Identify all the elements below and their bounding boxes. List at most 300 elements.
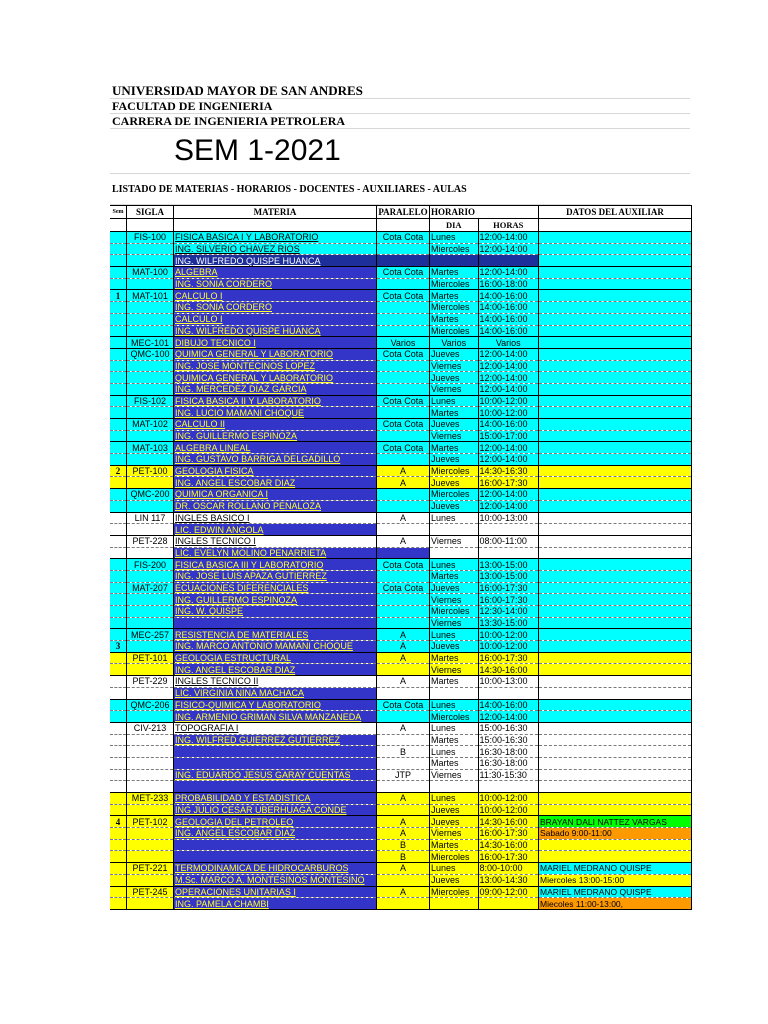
semester-cell bbox=[110, 839, 127, 851]
table-row bbox=[110, 360, 692, 372]
semester-cell bbox=[110, 570, 127, 582]
dia-cell: Martes bbox=[430, 290, 479, 302]
materia-cell: ING. GUILLERMO ESPINOZA bbox=[174, 430, 377, 442]
dia-cell: Jueves bbox=[430, 372, 479, 384]
horas-cell: 12:00-14:00 bbox=[478, 348, 539, 360]
table-row bbox=[110, 535, 692, 547]
horas-cell: 16:00-18:00 bbox=[478, 278, 539, 290]
table-row bbox=[110, 547, 692, 559]
materia-cell: LIC. EVELYN MOLINO PENARRIETA bbox=[174, 547, 377, 559]
horas-cell: 15:00-16:30 bbox=[478, 722, 539, 734]
dia-cell: Lunes bbox=[430, 629, 479, 641]
horas-cell: 16:30-18:00 bbox=[478, 757, 539, 769]
paralelo-cell bbox=[377, 489, 430, 501]
sigla-cell: PET-102 bbox=[127, 816, 174, 828]
materia-cell bbox=[174, 757, 377, 769]
column-header-row bbox=[110, 206, 692, 219]
col-horas: HORAS bbox=[478, 219, 539, 232]
sigla-cell bbox=[127, 757, 174, 769]
sigla-cell bbox=[127, 664, 174, 676]
sigla-cell bbox=[127, 734, 174, 746]
auxiliar-cell bbox=[539, 641, 692, 653]
paralelo-cell bbox=[377, 687, 430, 699]
materia-cell: QUIMICA ORGANICA I bbox=[174, 489, 377, 501]
auxiliar-cell bbox=[539, 454, 692, 466]
semester-cell: 3 bbox=[110, 641, 127, 653]
horas-cell: 16:00-17:30 bbox=[478, 652, 539, 664]
materia-cell: CALCULO II bbox=[174, 419, 377, 431]
materia-cell: ING. ARMENIO GRIMAN SILVA MANZANEDA bbox=[174, 711, 377, 723]
table-row bbox=[110, 383, 692, 395]
horas-cell: 12:00-14:00 bbox=[478, 360, 539, 372]
university-row bbox=[110, 84, 690, 99]
materia-cell: LIC. VIRGINIA NINA MACHACA bbox=[174, 687, 377, 699]
dia-cell: Viernes bbox=[430, 617, 479, 629]
table-row bbox=[110, 302, 692, 314]
sigla-cell: FIS-200 bbox=[127, 559, 174, 571]
materia-cell: ING. JOSE LUIS APAZA GUTIERREZ bbox=[174, 570, 377, 582]
semester-cell bbox=[110, 676, 127, 688]
semester-cell bbox=[110, 874, 127, 886]
dia-cell: Viernes bbox=[430, 535, 479, 547]
horas-cell: 10:00-13:00 bbox=[478, 676, 539, 688]
auxiliar-cell bbox=[539, 793, 692, 805]
table-row bbox=[110, 430, 692, 442]
dia-cell: Martes bbox=[430, 676, 479, 688]
auxiliar-cell bbox=[539, 606, 692, 618]
sigla-cell bbox=[127, 687, 174, 699]
auxiliar-cell bbox=[539, 360, 692, 372]
materia-cell: RESISTENCIA DE MATERIALES bbox=[174, 629, 377, 641]
table-row bbox=[110, 419, 692, 431]
dia-cell bbox=[430, 524, 479, 536]
materia-cell: FISICA BASICA I Y LABORATORIO bbox=[174, 232, 377, 244]
table-row bbox=[110, 570, 692, 582]
horas-cell bbox=[478, 687, 539, 699]
dia-cell: Lunes bbox=[430, 395, 479, 407]
horas-cell: 14:00-16:00 bbox=[478, 325, 539, 337]
paralelo-cell bbox=[377, 874, 430, 886]
sigla-cell bbox=[127, 547, 174, 559]
semester-cell bbox=[110, 711, 127, 723]
faculty-row bbox=[110, 99, 690, 114]
table-row bbox=[110, 652, 692, 664]
semester-cell bbox=[110, 278, 127, 290]
materia-cell: ING. SONIA CORDERO bbox=[174, 278, 377, 290]
horas-cell: 10:00-12:00 bbox=[478, 395, 539, 407]
sigla-cell bbox=[127, 769, 174, 781]
paralelo-cell bbox=[377, 804, 430, 816]
horas-cell: 14:00-16:00 bbox=[478, 313, 539, 325]
dia-cell: Jueves bbox=[430, 641, 479, 653]
auxiliar-cell bbox=[539, 547, 692, 559]
horas-cell: 12:00-14:00 bbox=[478, 500, 539, 512]
auxiliar-cell: Miecoles 11:00-13:00, bbox=[539, 898, 692, 910]
table-row bbox=[110, 851, 692, 863]
sigla-cell bbox=[127, 407, 174, 419]
table-row bbox=[110, 337, 692, 349]
paralelo-cell: Cota Cota bbox=[377, 267, 430, 279]
table-row bbox=[110, 582, 692, 594]
dia-cell: Jueves bbox=[430, 804, 479, 816]
schedule-body bbox=[110, 232, 692, 910]
table-row bbox=[110, 348, 692, 360]
horas-cell: 09:00-12:00 bbox=[478, 886, 539, 898]
horas-cell bbox=[478, 898, 539, 910]
auxiliar-cell bbox=[539, 232, 692, 244]
table-row bbox=[110, 325, 692, 337]
paralelo-cell: A bbox=[377, 828, 430, 840]
semester-cell bbox=[110, 395, 127, 407]
materia-cell: ALGEBRA bbox=[174, 267, 377, 279]
sigla-cell bbox=[127, 454, 174, 466]
horas-cell: 16:30-18:00 bbox=[478, 746, 539, 758]
listing-title: LISTADO DE MATERIAS - HORARIOS - DOCENTES - AUXILIARES - AULAS bbox=[112, 184, 467, 195]
horas-cell: 14:30-16:00 bbox=[478, 664, 539, 676]
dia-cell: Viernes bbox=[430, 360, 479, 372]
horas-cell: 12:00-14:00 bbox=[478, 454, 539, 466]
dia-cell: Viernes bbox=[430, 828, 479, 840]
paralelo-cell: A bbox=[377, 793, 430, 805]
paralelo-cell: Varios bbox=[377, 337, 430, 349]
dia-cell: Miercoles bbox=[430, 489, 479, 501]
table-row bbox=[110, 757, 692, 769]
auxiliar-cell: MARIEL MEDRANO QUISPE bbox=[539, 863, 692, 875]
semester-cell bbox=[110, 489, 127, 501]
auxiliar-cell bbox=[539, 769, 692, 781]
semester-cell bbox=[110, 699, 127, 711]
paralelo-cell: A bbox=[377, 863, 430, 875]
auxiliar-cell: MARIEL MEDRANO QUISPE bbox=[539, 886, 692, 898]
semester-title: SEM 1-2021 bbox=[174, 134, 341, 167]
auxiliar-cell bbox=[539, 430, 692, 442]
horas-cell: 12:00-14:00 bbox=[478, 243, 539, 255]
semester-cell bbox=[110, 559, 127, 571]
paralelo-cell bbox=[377, 313, 430, 325]
horas-cell: 16:00-17:30 bbox=[478, 594, 539, 606]
table-row bbox=[110, 372, 692, 384]
semester-cell bbox=[110, 442, 127, 454]
paralelo-cell bbox=[377, 547, 430, 559]
horas-cell: 8:00-10:00 bbox=[478, 863, 539, 875]
sigla-cell: PET-101 bbox=[127, 652, 174, 664]
paralelo-cell: A bbox=[377, 886, 430, 898]
horas-cell: 13:00-15:00 bbox=[478, 570, 539, 582]
dia-cell: Martes bbox=[430, 267, 479, 279]
dia-cell: Lunes bbox=[430, 793, 479, 805]
semester-cell bbox=[110, 769, 127, 781]
table-row bbox=[110, 641, 692, 653]
auxiliar-cell bbox=[539, 804, 692, 816]
semester-cell bbox=[110, 828, 127, 840]
horas-cell: 14:00-16:00 bbox=[478, 699, 539, 711]
dia-cell: Miercoles bbox=[430, 325, 479, 337]
paralelo-cell bbox=[377, 383, 430, 395]
semester-cell bbox=[110, 804, 127, 816]
paralelo-cell: A bbox=[377, 652, 430, 664]
table-row bbox=[110, 746, 692, 758]
auxiliar-cell bbox=[539, 325, 692, 337]
semester-cell bbox=[110, 687, 127, 699]
dia-cell: Martes bbox=[430, 570, 479, 582]
semester-cell bbox=[110, 419, 127, 431]
semester-row bbox=[110, 129, 690, 174]
col-materia: MATERIA bbox=[174, 206, 377, 219]
sigla-cell: QMC-200 bbox=[127, 489, 174, 501]
materia-cell: ING. W. QUISPE bbox=[174, 606, 377, 618]
table-row bbox=[110, 465, 692, 477]
auxiliar-cell bbox=[539, 734, 692, 746]
dia-cell: Miercoles bbox=[430, 711, 479, 723]
dia-cell: Lunes bbox=[430, 746, 479, 758]
sigla-cell: MAT-103 bbox=[127, 442, 174, 454]
auxiliar-cell bbox=[539, 372, 692, 384]
auxiliar-cell bbox=[539, 687, 692, 699]
table-row bbox=[110, 313, 692, 325]
auxiliar-cell bbox=[539, 722, 692, 734]
auxiliar-cell bbox=[539, 535, 692, 547]
semester-cell bbox=[110, 383, 127, 395]
horas-cell: 12:00-14:00 bbox=[478, 267, 539, 279]
schedule-table bbox=[110, 205, 692, 910]
dia-cell: Lunes bbox=[430, 863, 479, 875]
semester-cell bbox=[110, 734, 127, 746]
semester-cell bbox=[110, 267, 127, 279]
materia-cell: ING. PAMELA CHAMBI bbox=[174, 898, 377, 910]
table-row bbox=[110, 793, 692, 805]
horas-cell: 14:30-16:30 bbox=[478, 465, 539, 477]
table-row bbox=[110, 863, 692, 875]
paralelo-cell bbox=[377, 606, 430, 618]
dia-cell: Viernes bbox=[430, 769, 479, 781]
sigla-cell: QMC-100 bbox=[127, 348, 174, 360]
auxiliar-cell bbox=[539, 524, 692, 536]
horas-cell: 16:00-17:30 bbox=[478, 851, 539, 863]
auxiliar-cell bbox=[539, 313, 692, 325]
auxiliar-cell bbox=[539, 278, 692, 290]
auxiliar-cell bbox=[539, 442, 692, 454]
semester-cell bbox=[110, 722, 127, 734]
semester-cell bbox=[110, 547, 127, 559]
table-row bbox=[110, 524, 692, 536]
paralelo-cell: A bbox=[377, 535, 430, 547]
paralelo-cell bbox=[377, 325, 430, 337]
dia-cell: Lunes bbox=[430, 232, 479, 244]
semester-cell: 1 bbox=[110, 290, 127, 302]
sigla-cell bbox=[127, 839, 174, 851]
dia-cell: Jueves bbox=[430, 874, 479, 886]
materia-cell bbox=[174, 851, 377, 863]
horas-cell: 16:00-17:30 bbox=[478, 828, 539, 840]
paralelo-cell: Cota Cota bbox=[377, 395, 430, 407]
table-row bbox=[110, 290, 692, 302]
table-row bbox=[110, 617, 692, 629]
auxiliar-cell bbox=[539, 711, 692, 723]
paralelo-cell bbox=[377, 430, 430, 442]
paralelo-cell bbox=[377, 664, 430, 676]
horas-cell: 12:00-14:00 bbox=[478, 711, 539, 723]
materia-cell: FISICO-QUIMICA Y LABORATORIO bbox=[174, 699, 377, 711]
auxiliar-cell bbox=[539, 570, 692, 582]
paralelo-cell: B bbox=[377, 839, 430, 851]
auxiliar-cell bbox=[539, 302, 692, 314]
dia-cell bbox=[430, 547, 479, 559]
auxiliar-cell bbox=[539, 500, 692, 512]
dia-cell: Viernes bbox=[430, 383, 479, 395]
paralelo-cell bbox=[377, 278, 430, 290]
horas-cell: 12:00-14:00 bbox=[478, 372, 539, 384]
table-row bbox=[110, 442, 692, 454]
auxiliar-cell bbox=[539, 839, 692, 851]
paralelo-cell: Cota Cota bbox=[377, 290, 430, 302]
horas-cell bbox=[478, 547, 539, 559]
auxiliar-cell bbox=[539, 629, 692, 641]
horas-cell: 16:00-17:30 bbox=[478, 582, 539, 594]
career-row bbox=[110, 114, 690, 129]
horas-cell: 10:00-12:00 bbox=[478, 641, 539, 653]
auxiliar-cell bbox=[539, 582, 692, 594]
dia-cell: Miercoles bbox=[430, 243, 479, 255]
paralelo-cell: Cota Cota bbox=[377, 442, 430, 454]
horas-cell: 12:00-14:00 bbox=[478, 232, 539, 244]
dia-cell: Miercoles bbox=[430, 886, 479, 898]
materia-cell: TERMODINAMICA DE HIDROCARBUROS bbox=[174, 863, 377, 875]
auxiliar-cell: BRAYAN DALI NATTEZ VARGAS bbox=[539, 816, 692, 828]
materia-cell: FISICA BASICA II Y LABORATORIO bbox=[174, 395, 377, 407]
dia-cell: Jueves bbox=[430, 582, 479, 594]
auxiliar-cell bbox=[539, 348, 692, 360]
paralelo-cell: A bbox=[377, 629, 430, 641]
materia-cell: DR. OSCAR ROLLANO PENALOZA bbox=[174, 500, 377, 512]
horas-cell: 12:00-14:00 bbox=[478, 442, 539, 454]
col-sem: Sem bbox=[110, 206, 127, 219]
sigla-cell: FIS-102 bbox=[127, 395, 174, 407]
column-subheader-row bbox=[110, 219, 692, 232]
sigla-cell: PET-100 bbox=[127, 465, 174, 477]
semester-cell bbox=[110, 255, 127, 267]
paralelo-cell: A bbox=[377, 816, 430, 828]
dia-cell: Miercoles bbox=[430, 278, 479, 290]
materia-cell: TOPOGRAFIA I bbox=[174, 722, 377, 734]
sigla-cell: PET-245 bbox=[127, 886, 174, 898]
semester-cell bbox=[110, 629, 127, 641]
dia-cell: Jueves bbox=[430, 816, 479, 828]
dia-cell: Miercoles bbox=[430, 465, 479, 477]
table-row bbox=[110, 898, 692, 910]
sigla-cell: PET-221 bbox=[127, 863, 174, 875]
sigla-cell bbox=[127, 594, 174, 606]
auxiliar-cell bbox=[539, 255, 692, 267]
semester-cell bbox=[110, 582, 127, 594]
horas-cell: 14:30-16:00 bbox=[478, 816, 539, 828]
university-name: UNIVERSIDAD MAYOR DE SAN ANDRES bbox=[112, 83, 363, 98]
auxiliar-cell bbox=[539, 243, 692, 255]
materia-cell: GEOLOGIA DEL PETROLEO bbox=[174, 816, 377, 828]
horas-cell: 14:30-16:00 bbox=[478, 839, 539, 851]
paralelo-cell bbox=[377, 898, 430, 910]
auxiliar-cell bbox=[539, 781, 692, 793]
paralelo-cell: A bbox=[377, 512, 430, 524]
semester-cell bbox=[110, 898, 127, 910]
horas-cell: 15:00-17:00 bbox=[478, 430, 539, 442]
materia-cell: DIBUJO TECNICO I bbox=[174, 337, 377, 349]
auxiliar-cell: Miercoles 13:00-15:00 bbox=[539, 874, 692, 886]
auxiliar-cell bbox=[539, 395, 692, 407]
auxiliar-cell bbox=[539, 477, 692, 489]
horas-cell: 10:00-12:00 bbox=[478, 804, 539, 816]
sigla-cell bbox=[127, 874, 174, 886]
dia-cell: Lunes bbox=[430, 722, 479, 734]
sigla-cell bbox=[127, 313, 174, 325]
sigla-cell bbox=[127, 898, 174, 910]
dia-cell: Jueves bbox=[430, 348, 479, 360]
paralelo-cell bbox=[377, 594, 430, 606]
dia-cell: Lunes bbox=[430, 559, 479, 571]
materia-cell: ING. ANGEL ESCOBAR DIAZ bbox=[174, 477, 377, 489]
table-row bbox=[110, 874, 692, 886]
sigla-cell: CIV-213 bbox=[127, 722, 174, 734]
horas-cell: 12:30-14:00 bbox=[478, 606, 539, 618]
materia-cell: INGLES BASICO I bbox=[174, 512, 377, 524]
sigla-cell bbox=[127, 804, 174, 816]
semester-cell bbox=[110, 524, 127, 536]
semester-cell bbox=[110, 360, 127, 372]
table-row bbox=[110, 839, 692, 851]
paralelo-cell: Cota Cota bbox=[377, 699, 430, 711]
sigla-cell: MEC-101 bbox=[127, 337, 174, 349]
paralelo-cell bbox=[377, 617, 430, 629]
sigla-cell bbox=[127, 477, 174, 489]
dia-cell bbox=[430, 898, 479, 910]
sigla-cell bbox=[127, 430, 174, 442]
sigla-cell bbox=[127, 255, 174, 267]
semester-cell bbox=[110, 500, 127, 512]
horas-cell: 13:00-15:00 bbox=[478, 559, 539, 571]
table-row bbox=[110, 734, 692, 746]
semester-cell bbox=[110, 325, 127, 337]
table-row bbox=[110, 664, 692, 676]
paralelo-cell bbox=[377, 360, 430, 372]
auxiliar-cell bbox=[539, 746, 692, 758]
semester-cell bbox=[110, 512, 127, 524]
sigla-cell bbox=[127, 746, 174, 758]
materia-cell: FISICA BASICA III Y LABORATORIO bbox=[174, 559, 377, 571]
horas-cell: 08:00-11:00 bbox=[478, 535, 539, 547]
materia-cell: ING. ANGEL ESCOBAR DIAZ bbox=[174, 828, 377, 840]
table-row bbox=[110, 243, 692, 255]
horas-cell bbox=[478, 524, 539, 536]
auxiliar-cell bbox=[539, 559, 692, 571]
horas-cell bbox=[478, 781, 539, 793]
auxiliar-cell bbox=[539, 676, 692, 688]
materia-cell: ING. JOSE MONTECINOS LOPEZ bbox=[174, 360, 377, 372]
semester-cell bbox=[110, 313, 127, 325]
semester-cell bbox=[110, 430, 127, 442]
auxiliar-cell: Sabado 9:00-11:00 bbox=[539, 828, 692, 840]
table-row bbox=[110, 407, 692, 419]
horas-cell: 11:30-15:30 bbox=[478, 769, 539, 781]
materia-cell: PROBABILIDAD Y ESTADISTICA bbox=[174, 793, 377, 805]
materia-cell: QUIMICA GENERAL Y LABORATORIO bbox=[174, 348, 377, 360]
paralelo-cell bbox=[377, 757, 430, 769]
materia-cell: ING. WILFREDO QUISPE HUANCA bbox=[174, 325, 377, 337]
materia-cell: ING JULIO CESAR UBERHUAGA CONDE bbox=[174, 804, 377, 816]
sigla-cell: QMC-206 bbox=[127, 699, 174, 711]
materia-cell: ING. GUILLERMO ESPINOZA bbox=[174, 594, 377, 606]
paralelo-cell bbox=[377, 454, 430, 466]
semester-cell bbox=[110, 243, 127, 255]
sigla-cell: PET-228 bbox=[127, 535, 174, 547]
